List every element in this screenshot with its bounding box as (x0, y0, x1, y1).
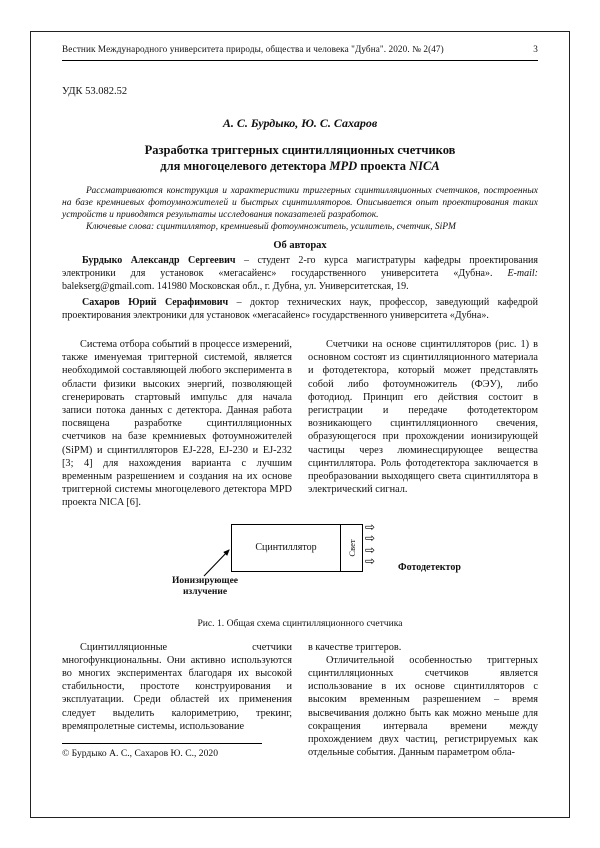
title-line-1: Разработка триггерных сцинтилляционных счетчиков (144, 143, 456, 157)
title-term-nica: NICA (409, 159, 440, 173)
figure-1-diagram (62, 518, 538, 610)
author-1-email-address: balekserg@gmail.com. 141980 Московская обл., г. Дубна, ул. Университетская, 19. (62, 281, 409, 292)
authors-line: А. С. Бурдыко, Ю. С. Сахаров (222, 116, 378, 130)
author-1-text: – студент 2-го курса магистратуры кафедры проектирования электроники для установок «мегасайенс» государственного университета «Дубна». (62, 255, 538, 279)
title-line-2 (62, 158, 538, 174)
author-2-name: Сахаров Юрий Серафимович (82, 297, 229, 308)
udk-code: УДК 53.082.52 (62, 86, 128, 97)
scintillator-box (231, 524, 363, 572)
abstract: Рассматриваются конструкция и характеристики триггерных сцинтилляционных счетчиков, построенных на базе кремниевых фотоумножителей и быстрых сцинтилляторов. Описывается опыт проектирования таких устройств и приводятся результаты исследования показателей разработок. (62, 186, 538, 220)
page-border-frame (30, 31, 570, 818)
photodetector-label: Фотодетектор (398, 561, 461, 573)
title-text: проекта (357, 159, 410, 173)
scintillator-label: Сцинтиллятор (255, 542, 317, 554)
header-rule (62, 60, 538, 61)
title-text: для многоцелевого детектора (160, 159, 330, 173)
paragraph: Система отбора событий в процессе измерений, также именуемая триггерной системой, является необходимой составляющей любого эксперимента в области физики высоких энергий, позволяющей сгенерировать стартовый импульс для начала записи потока данных с детектора. Данная работа посвящена разработке сцинтилляционных счетчиков на базе кремниевых фотоумножителей (SiPM) и сцинтилляторов EJ-228, EJ-230 и EJ-232 [3; 4] для нахождения варианта с лучшим временным разрешением и создания на их основе триггерной системы многоцелевого детектора MPD проекта NICA [6]. (62, 339, 292, 509)
light-arrow-icon: ⇨ (365, 542, 376, 557)
two-column-block-2 (62, 641, 538, 761)
paragraph: в качестве триггеров. (308, 641, 402, 653)
light-arrow-icon: ⇨ (365, 554, 376, 569)
title-term-mpd: MPD (329, 159, 358, 173)
radiation-label-line-2: излучение (182, 586, 228, 597)
radiation-label-line-1: Ионизирующее (172, 575, 238, 586)
column-left (62, 338, 292, 510)
column-right (308, 641, 538, 761)
author-bio-1 (62, 254, 538, 293)
paragraph: Сцинтилляционные счетчики многофункциональны. Они активно используются во многих экспериментах благодаря их высокой стабильности, простоте конструирования и эксплуатации. Среди областей их применения следует выделить калориметрию, трекинг, времяпролетные системы, использование (62, 641, 292, 732)
light-label: Свет (346, 539, 357, 557)
author-1-name: Бурдыко Александр Сергеевич (82, 255, 236, 266)
paragraph: Счетчики на основе сцинтилляторов (рис. 1) в основном состоят из сцинтилляционного материала и фотодетектора, который может представлять собой либо фотоумножитель (ФЭУ), либо фотодиод. Принцип его действия состоит в регистрации и передаче фотодетектором возникающего сцинтилляционного свечения, образующегося при прохождении ионизирующей частицы через люминесцирующее вещества сцинтиллятора. Роль фотодетектора заключается в преобразовании выходящего света сцинтиллятора в электрический сигнал. (308, 339, 538, 496)
copyright-line: © Бурдыко А. С., Сахаров Ю. С., 2020 (62, 748, 218, 760)
two-column-block-1 (62, 338, 538, 510)
page-content (62, 44, 538, 760)
column-left (62, 641, 292, 761)
footnote-rule (62, 743, 262, 744)
email-label: E-mail: (507, 268, 538, 279)
page-number: 3 (533, 44, 538, 54)
light-strip (340, 525, 362, 571)
about-authors-heading: Об авторах (273, 240, 327, 251)
journal-title: Вестник Международного университета природы, общества и человека "Дубна". 2020. № 2(47) (62, 44, 444, 54)
author-2-text: – доктор технических наук, профессор, заведующий кафедрой проектирования электроники для установок «мегасайенс» государственного университета «Дубна». (62, 297, 538, 321)
ionizing-radiation-label (150, 576, 260, 598)
column-right (308, 338, 538, 510)
paragraph: Отличительной особенностью триггерных сцинтилляционных счетчиков является использование в их основе сцинтилляторов с высоким временным разрешением – время высвечивания должно быть как можно меньше для сокращения интервала времени между прохождением двух частиц, регистрируемых как отдельные события. Данным параметром обла- (308, 654, 538, 759)
keywords-line (62, 221, 538, 233)
light-arrows (365, 519, 376, 569)
article-title (62, 142, 538, 174)
running-header (62, 44, 538, 54)
keywords-label: Ключевые слова: (86, 222, 155, 232)
light-arrow-icon: ⇨ (365, 519, 376, 534)
author-bio-2 (62, 296, 538, 322)
light-arrow-icon: ⇨ (365, 531, 376, 546)
figure-caption: Рис. 1. Общая схема сцинтилляционного счетчика (197, 617, 403, 629)
keywords-text: сцинтиллятор, кремниевый фотоумножитель, усилитель, счетчик, SiPM (154, 222, 456, 232)
